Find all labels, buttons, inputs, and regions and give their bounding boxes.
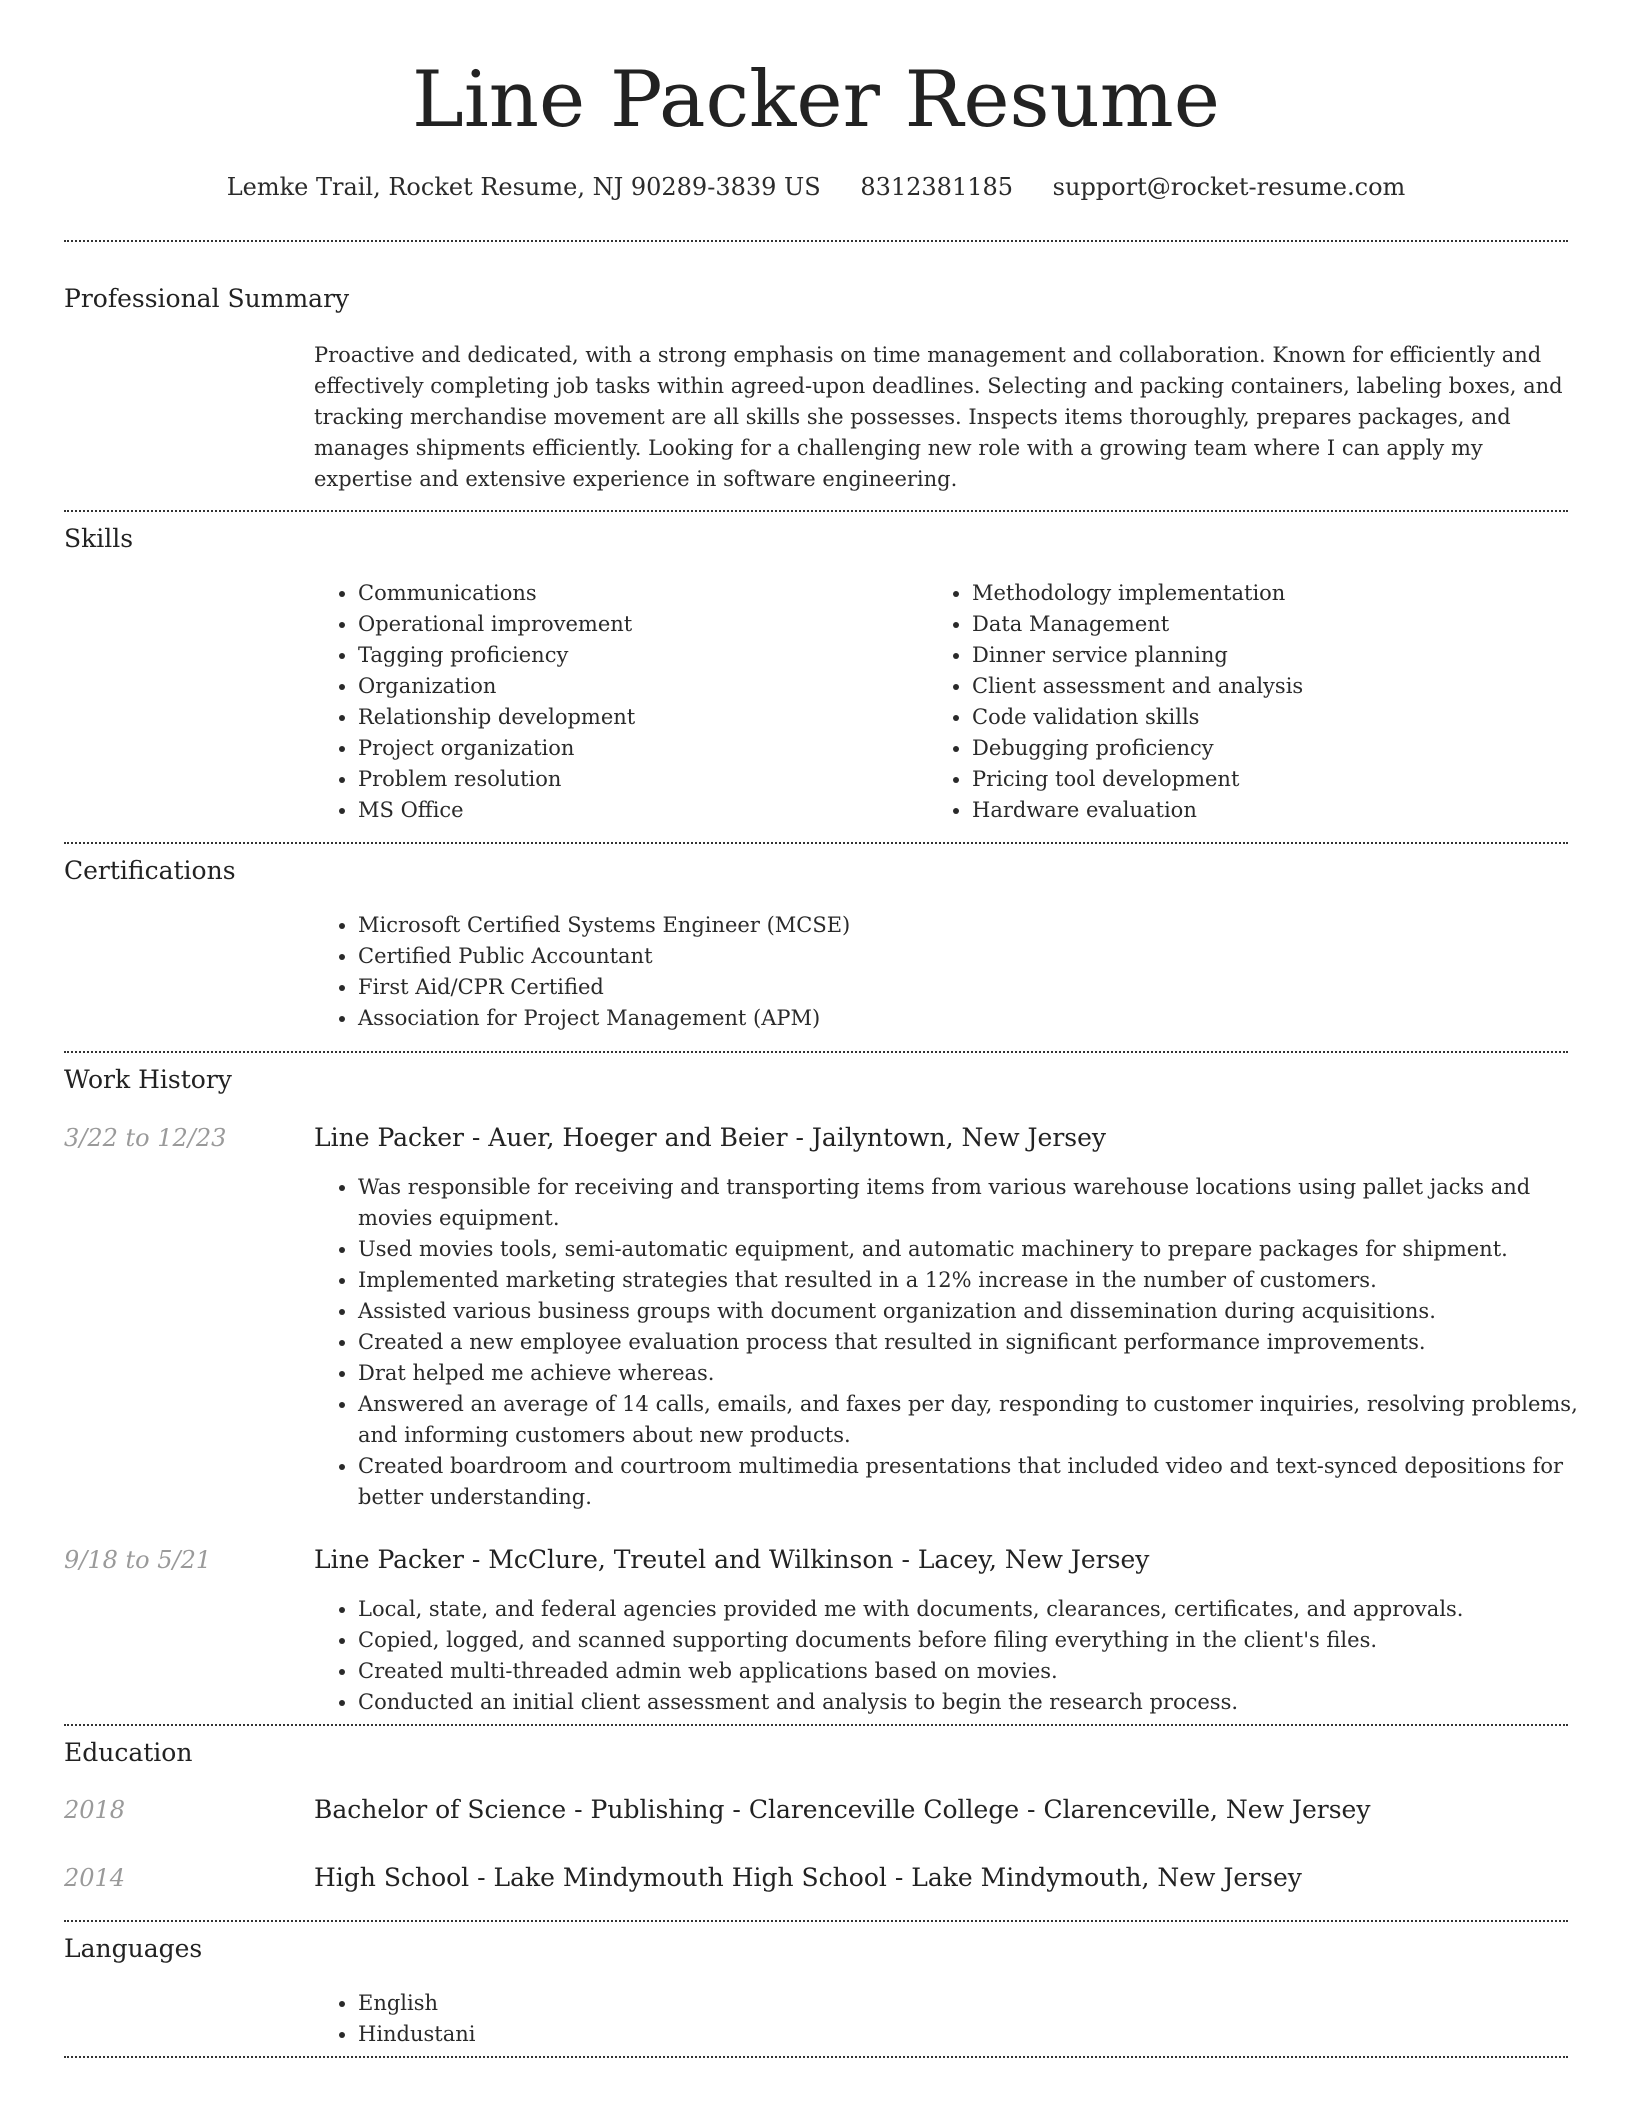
- skills-list-right: [928, 578, 1572, 826]
- certification-item: • Certified Public Accountant: [358, 941, 1608, 972]
- skill-item: • Pricing tool development: [972, 764, 1572, 795]
- job-bullet: • Implemented marketing strategies that resulted in a 12% increase in the number of customers.: [358, 1265, 1608, 1296]
- job-bullet: • Created multi-threaded admin web applications based on movies.: [358, 1656, 1608, 1687]
- divider: [64, 510, 1568, 512]
- skill-item: • Methodology implementation: [972, 578, 1572, 609]
- languages-list: [314, 1988, 1608, 2050]
- languages-heading: Languages: [64, 1934, 203, 1963]
- certification-item: • First Aid/CPR Certified: [358, 972, 1608, 1003]
- job-bullet: • Local, state, and federal agencies provided me with documents, clearances, certificates, and approvals.: [358, 1594, 1608, 1625]
- job-title-line: [314, 1543, 1149, 1577]
- certifications-heading: Certifications: [64, 856, 236, 885]
- skill-item: • Dinner service planning: [972, 640, 1572, 671]
- job-title: Line Packer: [314, 1545, 464, 1574]
- job-title: Line Packer: [314, 1123, 464, 1152]
- contact-phone: 8312381185: [860, 173, 1014, 201]
- job-employer: - McClure, Treutel and Wilkinson - Lacey, New Jersey: [463, 1545, 1150, 1574]
- skill-item: • Hardware evaluation: [972, 795, 1572, 826]
- skills-list-left: [314, 578, 918, 826]
- contact-email: support@rocket-resume.com: [1052, 173, 1406, 201]
- certification-item: • Microsoft Certified Systems Engineer (MCSE): [358, 910, 1608, 941]
- skill-item: • Communications: [358, 578, 918, 609]
- education-entry: [314, 1861, 1302, 1895]
- divider: [64, 1724, 1568, 1726]
- job-bullet: • Used movies tools, semi-automatic equipment, and automatic machinery to prepare packages for shipment.: [358, 1234, 1608, 1265]
- job-bullet: • Created a new employee evaluation process that resulted in significant performance improvements.: [358, 1327, 1608, 1358]
- education-school: - Clarenceville College - Clarenceville, New Jersey: [724, 1795, 1371, 1824]
- skill-item: • Relationship development: [358, 702, 918, 733]
- summary-heading: Professional Summary: [64, 284, 350, 313]
- divider: [64, 1051, 1568, 1053]
- skill-item: • Debugging proficiency: [972, 733, 1572, 764]
- education-heading: Education: [64, 1738, 193, 1767]
- skill-item: • Client assessment and analysis: [972, 671, 1572, 702]
- summary-text: Proactive and dedicated, with a strong emphasis on time management and collaboration. Known for efficiently and effectively completing job tasks within agreed-upon deadlines. Selecting and packing containers, labeling boxes, and tracking merchandise movement are all skills she possesses. Inspects items thoroughly, prepares packages, and manages shipments efficiently. Looking for a challenging new role with a growing team where I can apply my expertise and extensive experience in software engineering.: [314, 343, 1563, 491]
- divider: [64, 240, 1568, 242]
- job-bullet: • Copied, logged, and scanned supporting documents before filing everything in the client's files.: [358, 1625, 1608, 1656]
- skill-item: • MS Office: [358, 795, 918, 826]
- skill-item: • Data Management: [972, 609, 1572, 640]
- skill-item: • Organization: [358, 671, 918, 702]
- education-degree: Bachelor of Science - Publishing: [314, 1795, 725, 1824]
- job-bullet: • Assisted various business groups with document organization and dissemination during acquisitions.: [358, 1296, 1608, 1327]
- job-bullet: • Answered an average of 14 calls, emails, and faxes per day, responding to customer inquiries, resolving problems, and informing customers about new products.: [358, 1389, 1608, 1451]
- education-degree: High School: [314, 1863, 470, 1892]
- job-bullet: • Was responsible for receiving and transporting items from various warehouse locations using pallet jacks and movies equipment.: [358, 1172, 1608, 1234]
- skill-item: • Operational improvement: [358, 609, 918, 640]
- contact-line: [0, 170, 1632, 204]
- education-year: 2014: [64, 1864, 126, 1892]
- skill-item: • Project organization: [358, 733, 918, 764]
- job-dates: 9/18 to 5/21: [64, 1546, 212, 1574]
- divider: [64, 1920, 1568, 1922]
- work-history-heading: Work History: [64, 1065, 232, 1094]
- education-entry: [314, 1793, 1370, 1827]
- skill-item: • Tagging proficiency: [358, 640, 918, 671]
- education-year: 2018: [64, 1796, 126, 1824]
- divider: [64, 2056, 1568, 2058]
- job-dates: 3/22 to 12/23: [64, 1124, 227, 1152]
- certifications-list: [314, 910, 1608, 1034]
- certification-item: • Association for Project Management (APM): [358, 1003, 1608, 1034]
- job-bullet: • Created boardroom and courtroom multimedia presentations that included video and text-synced depositions for better understanding.: [358, 1451, 1608, 1513]
- job-bullets: [314, 1594, 1608, 1718]
- job-bullets: [314, 1172, 1608, 1513]
- language-item: • Hindustani: [358, 2019, 1608, 2050]
- education-school: - Lake Mindymouth High School - Lake Mindymouth, New Jersey: [469, 1863, 1302, 1892]
- skill-item: • Code validation skills: [972, 702, 1572, 733]
- job-bullet: • Conducted an initial client assessment and analysis to begin the research process.: [358, 1687, 1608, 1718]
- job-bullet: • Drat helped me achieve whereas.: [358, 1358, 1608, 1389]
- page-title: Line Packer Resume: [412, 55, 1220, 145]
- job-title-line: [314, 1121, 1106, 1155]
- skills-heading: Skills: [64, 524, 134, 553]
- job-employer: - Auer, Hoeger and Beier - Jailyntown, New Jersey: [463, 1123, 1107, 1152]
- skill-item: • Problem resolution: [358, 764, 918, 795]
- language-item: • English: [358, 1988, 1608, 2019]
- divider: [64, 842, 1568, 844]
- contact-address: Lemke Trail, Rocket Resume, NJ 90289-3839 US: [226, 173, 821, 201]
